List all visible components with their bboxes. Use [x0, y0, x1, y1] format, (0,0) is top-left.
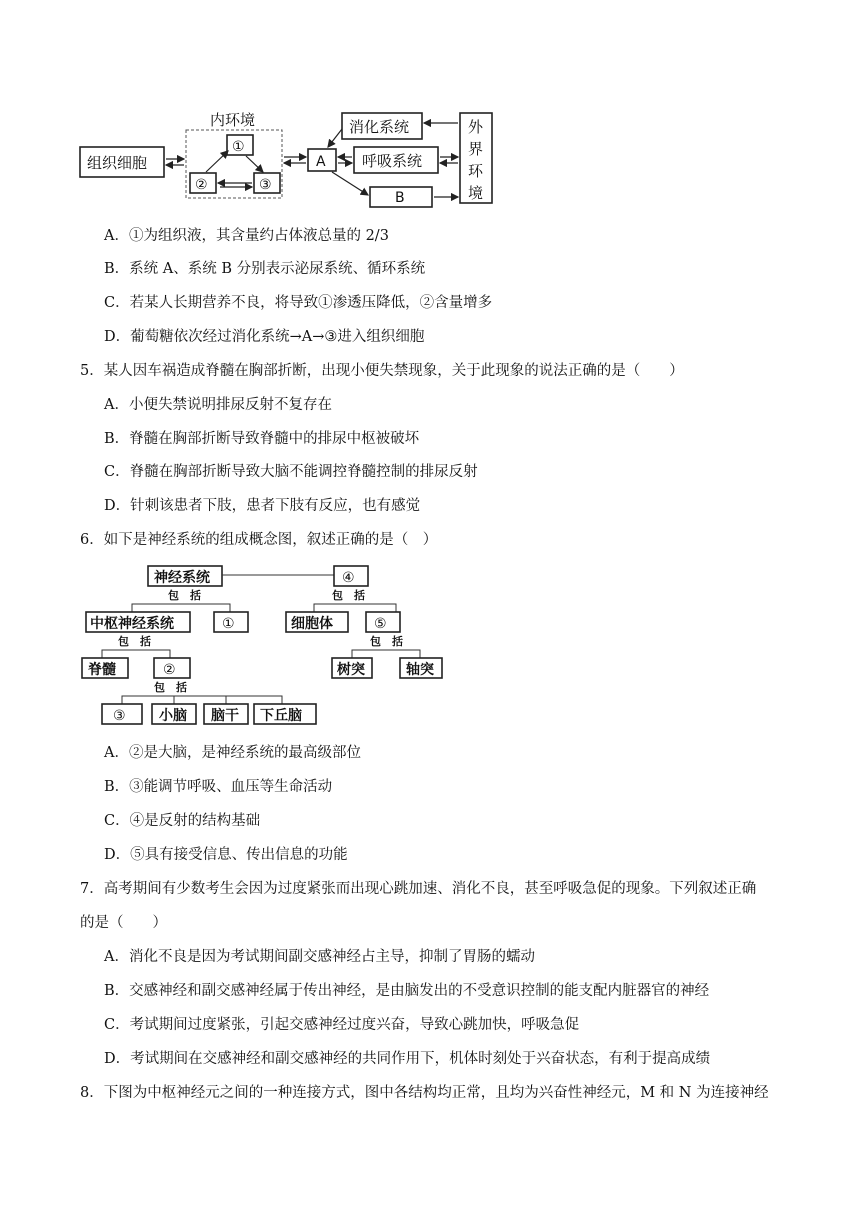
axon-label: 轴突	[406, 662, 434, 678]
node-3-label: ③	[259, 177, 272, 193]
cell-body-label: 细胞体	[291, 616, 333, 632]
include-label-4: 包 括	[370, 635, 403, 648]
internal-environment-diagram	[70, 105, 500, 209]
respiratory-label: 呼吸系统	[362, 152, 423, 170]
q7-option-c: C．考试期间过度紧张，引起交感神经过度兴奋，导致心跳加快，呼吸急促	[104, 1017, 580, 1033]
q7-option-b: B．交感神经和副交感神经属于传出神经，是由脑发出的不受意识控制的能支配内脏器官的神经	[104, 983, 710, 999]
outside-char-2: 界	[468, 140, 484, 158]
node-a-label: A	[316, 154, 326, 170]
node-2-label: ②	[195, 177, 208, 193]
node-b-label: B	[395, 190, 405, 206]
q4-option-b: B．系统 A、系统 B 分别表示泌尿系统、循环系统	[104, 261, 426, 277]
nervous-system-label: 神经系统	[154, 570, 210, 586]
q7-option-a: A．消化不良是因为考试期间副交感神经占主导，抑制了胃肠的蠕动	[104, 949, 535, 965]
q8-stem: 8．下图为中枢神经元之间的一种连接方式，图中各结构均正常，且均为兴奋性神经元，M 和 N 为连接神经	[80, 1085, 769, 1101]
q5-option-d: D．针刺该患者下肢，患者下肢有反应，也有感觉	[104, 498, 421, 514]
brainstem-label: 脑干	[211, 708, 239, 724]
node-2-label-2: ②	[163, 662, 176, 678]
include-label-2: 包 括	[332, 589, 365, 602]
outside-char-3: 环	[468, 162, 484, 180]
include-label-3: 包 括	[118, 635, 151, 648]
q7-stem-line-1: 7．高考期间有少数考生会因为过度紧张而出现心跳加速、消化不良，甚至呼吸急促的现象。下列叙述正确	[80, 881, 757, 897]
outside-char-1: 外	[468, 118, 484, 136]
nervous-system-concept-map	[76, 558, 456, 730]
q6-option-a: A．②是大脑，是神经系统的最高级部位	[104, 745, 361, 761]
q4-option-d: D．葡萄糖依次经过消化系统→A→③进入组织细胞	[104, 329, 425, 345]
q5-option-a: A．小便失禁说明排尿反射不复存在	[104, 397, 332, 413]
spinal-cord-label: 脊髓	[88, 662, 116, 678]
q4-option-c: C．若某人长期营养不良，将导致①渗透压降低，②含量增多	[104, 295, 493, 311]
cerebellum-label: 小脑	[159, 708, 187, 724]
node-3-label-2: ③	[113, 708, 126, 724]
inner-env-label: 内环境	[210, 111, 256, 129]
q7-stem-line-2: 的是（ ）	[80, 915, 167, 931]
node-4-label: ④	[342, 570, 355, 586]
q6-option-c: C．④是反射的结构基础	[104, 813, 261, 829]
q6-option-b: B．③能调节呼吸、血压等生命活动	[104, 779, 333, 795]
outside-char-4: 境	[468, 184, 484, 202]
q5-stem: 5．某人因车祸造成脊髓在胸部折断，出现小便失禁现象，关于此现象的说法正确的是（ ）	[80, 363, 684, 379]
dendrite-label: 树突	[337, 662, 365, 678]
cns-label: 中枢神经系统	[90, 616, 174, 632]
node-1-label: ①	[232, 139, 245, 155]
q4-option-a: A．①为组织液，其含量约占体液总量的 2/3	[104, 228, 389, 244]
tissue-cell-label: 组织细胞	[87, 154, 148, 172]
include-label-1: 包 括	[168, 589, 201, 602]
digestive-label: 消化系统	[349, 118, 410, 136]
hypothalamus-label: 下丘脑	[260, 708, 302, 724]
q6-stem: 6．如下是神经系统的组成概念图，叙述正确的是（ ）	[80, 532, 438, 548]
q6-option-d: D．⑤具有接受信息、传出信息的功能	[104, 847, 348, 863]
node-1-label-2: ①	[222, 616, 235, 632]
q5-option-c: C．脊髓在胸部折断导致大脑不能调控脊髓控制的排尿反射	[104, 464, 478, 480]
q7-option-d: D．考试期间在交感神经和副交感神经的共同作用下，机体时刻处于兴奋状态，有利于提高成绩	[104, 1051, 711, 1067]
node-5-label: ⑤	[374, 616, 387, 632]
include-label-5: 包 括	[154, 681, 187, 694]
q5-option-b: B．脊髓在胸部折断导致脊髓中的排尿中枢被破坏	[104, 431, 420, 447]
